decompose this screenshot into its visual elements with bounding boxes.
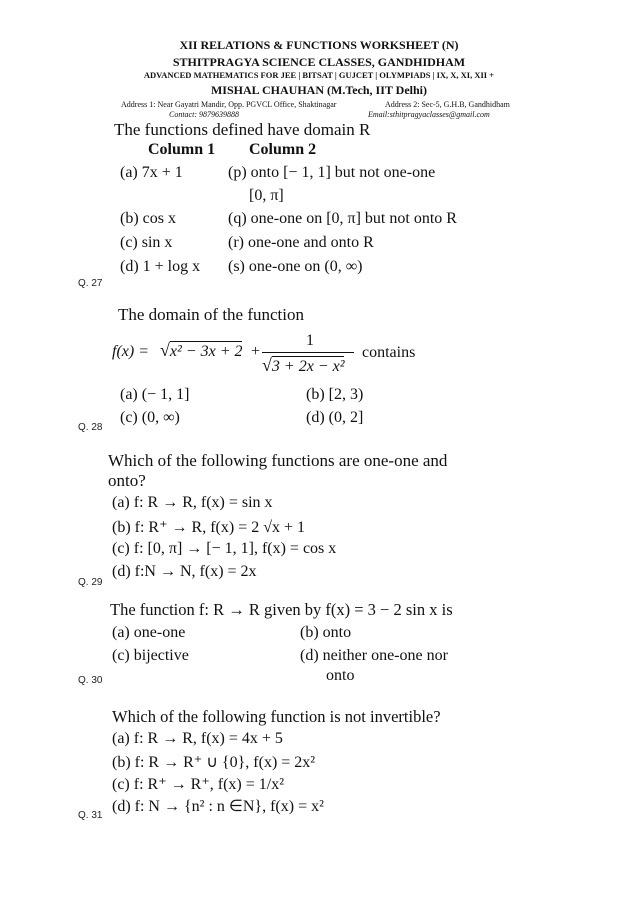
q31-number: Q. 31 xyxy=(78,810,103,821)
q28-root-2: √3 + 2x − x² xyxy=(262,355,345,375)
q27-row-b-left: (b) cos x xyxy=(120,210,176,227)
q30-option-c: (c) bijective xyxy=(112,647,189,664)
q27-row-b-right: (q) one-one on [0, π] but not onto R xyxy=(228,210,457,227)
q27-column2-heading: Column 2 xyxy=(249,141,317,158)
q29-stem-line-1: Which of the following functions are one-one and xyxy=(108,451,448,470)
q27-row-a-left: (a) 7x + 1 xyxy=(120,164,183,181)
q29-number: Q. 29 xyxy=(78,577,103,588)
q29-option-a: (a) f: R → R, f(x) = sin x xyxy=(112,494,273,511)
q28-number: Q. 28 xyxy=(78,422,103,433)
q31-option-a: (a) f: R → R, f(x) = 4x + 5 xyxy=(112,730,283,747)
q28-option-c: (c) (0, ∞) xyxy=(120,409,180,426)
q28-numerator: 1 xyxy=(306,332,314,349)
q30-option-a: (a) one-one xyxy=(112,624,186,641)
q28-contains: contains xyxy=(362,344,416,361)
q30-stem: The function f: R → R given by f(x) = 3 − 2 sin x is xyxy=(110,600,453,619)
q28-root-2-radicand: 3 + 2x − x² xyxy=(271,358,345,375)
q29-option-b: (b) f: R⁺ → R, f(x) = 2 √x + 1 xyxy=(112,519,306,536)
header-line-3: ADVANCED MATHEMATICS FOR JEE | BITSAT | GUJCET | OLYMPIADS | IX, X, XI, XII + xyxy=(143,70,495,80)
q28-option-d: (d) (0, 2] xyxy=(306,409,364,426)
q28-option-a: (a) (− 1, 1] xyxy=(120,386,190,403)
header-address-1: Address 1: Near Gayatri Mandir, Opp. PGVCL Office, Shaktinagar xyxy=(121,100,337,109)
q28-root-1: √x² − 3x + 2 xyxy=(160,340,243,360)
q29-option-c: (c) f: [0, π] → [− 1, 1], f(x) = cos x xyxy=(112,540,337,557)
q31-option-d: (d) f: N → {n² : n ∈N}, f(x) = x² xyxy=(112,798,324,815)
header-contact: Contact: 9879639888 xyxy=(169,110,239,119)
q28-root-1-radicand: x² − 3x + 2 xyxy=(169,343,243,360)
q27-row-d-right: (s) one-one on (0, ∞) xyxy=(228,258,363,275)
q27-row-a-right: (p) onto [− 1, 1] but not one-one xyxy=(228,164,436,181)
header-email: Email:sthitpragyaclasses@gmail.com xyxy=(368,110,490,119)
header-line-1: XII RELATIONS & FUNCTIONS WORKSHEET (N) xyxy=(179,38,459,52)
q27-number: Q. 27 xyxy=(78,278,103,289)
q29-option-d: (d) f:N → N, f(x) = 2x xyxy=(112,563,257,580)
q27-row-c-right: (r) one-one and onto R xyxy=(228,234,374,251)
q28-plus: + xyxy=(251,343,261,360)
q27-row-a-right-cont: [0, π] xyxy=(249,187,284,204)
q27-column1-heading: Column 1 xyxy=(148,141,216,158)
q30-option-d: (d) neither one-one nor xyxy=(300,647,448,664)
q31-option-b: (b) f: R → R⁺ ∪ {0}, f(x) = 2x² xyxy=(112,754,316,771)
q28-fraction-bar xyxy=(262,352,354,353)
q30-option-b: (b) onto xyxy=(300,624,352,641)
header-line-2: STHITPRAGYA SCIENCE CLASSES, GANDHIDHAM xyxy=(172,55,466,69)
q28-option-b: (b) [2, 3) xyxy=(306,386,364,403)
q28-function-lhs: f(x) = xyxy=(112,343,149,360)
q28-stem: The domain of the function xyxy=(118,305,305,324)
q31-option-c: (c) f: R⁺ → R⁺, f(x) = 1/x² xyxy=(112,776,285,793)
q27-row-d-left: (d) 1 + log x xyxy=(120,258,201,275)
q30-number: Q. 30 xyxy=(78,675,103,686)
header-line-4: MISHAL CHAUHAN (M.Tech, IIT Delhi) xyxy=(210,83,428,97)
header-address-2: Address 2: Sec-5, G.H.B, Gandhidham xyxy=(385,100,510,109)
q27-stem: The functions defined have domain R xyxy=(114,120,371,139)
q31-stem: Which of the following function is not invertible? xyxy=(112,707,441,726)
q30-option-d-cont: onto xyxy=(326,667,355,684)
q27-row-c-left: (c) sin x xyxy=(120,234,173,251)
q29-stem-line-2: onto? xyxy=(108,471,146,490)
